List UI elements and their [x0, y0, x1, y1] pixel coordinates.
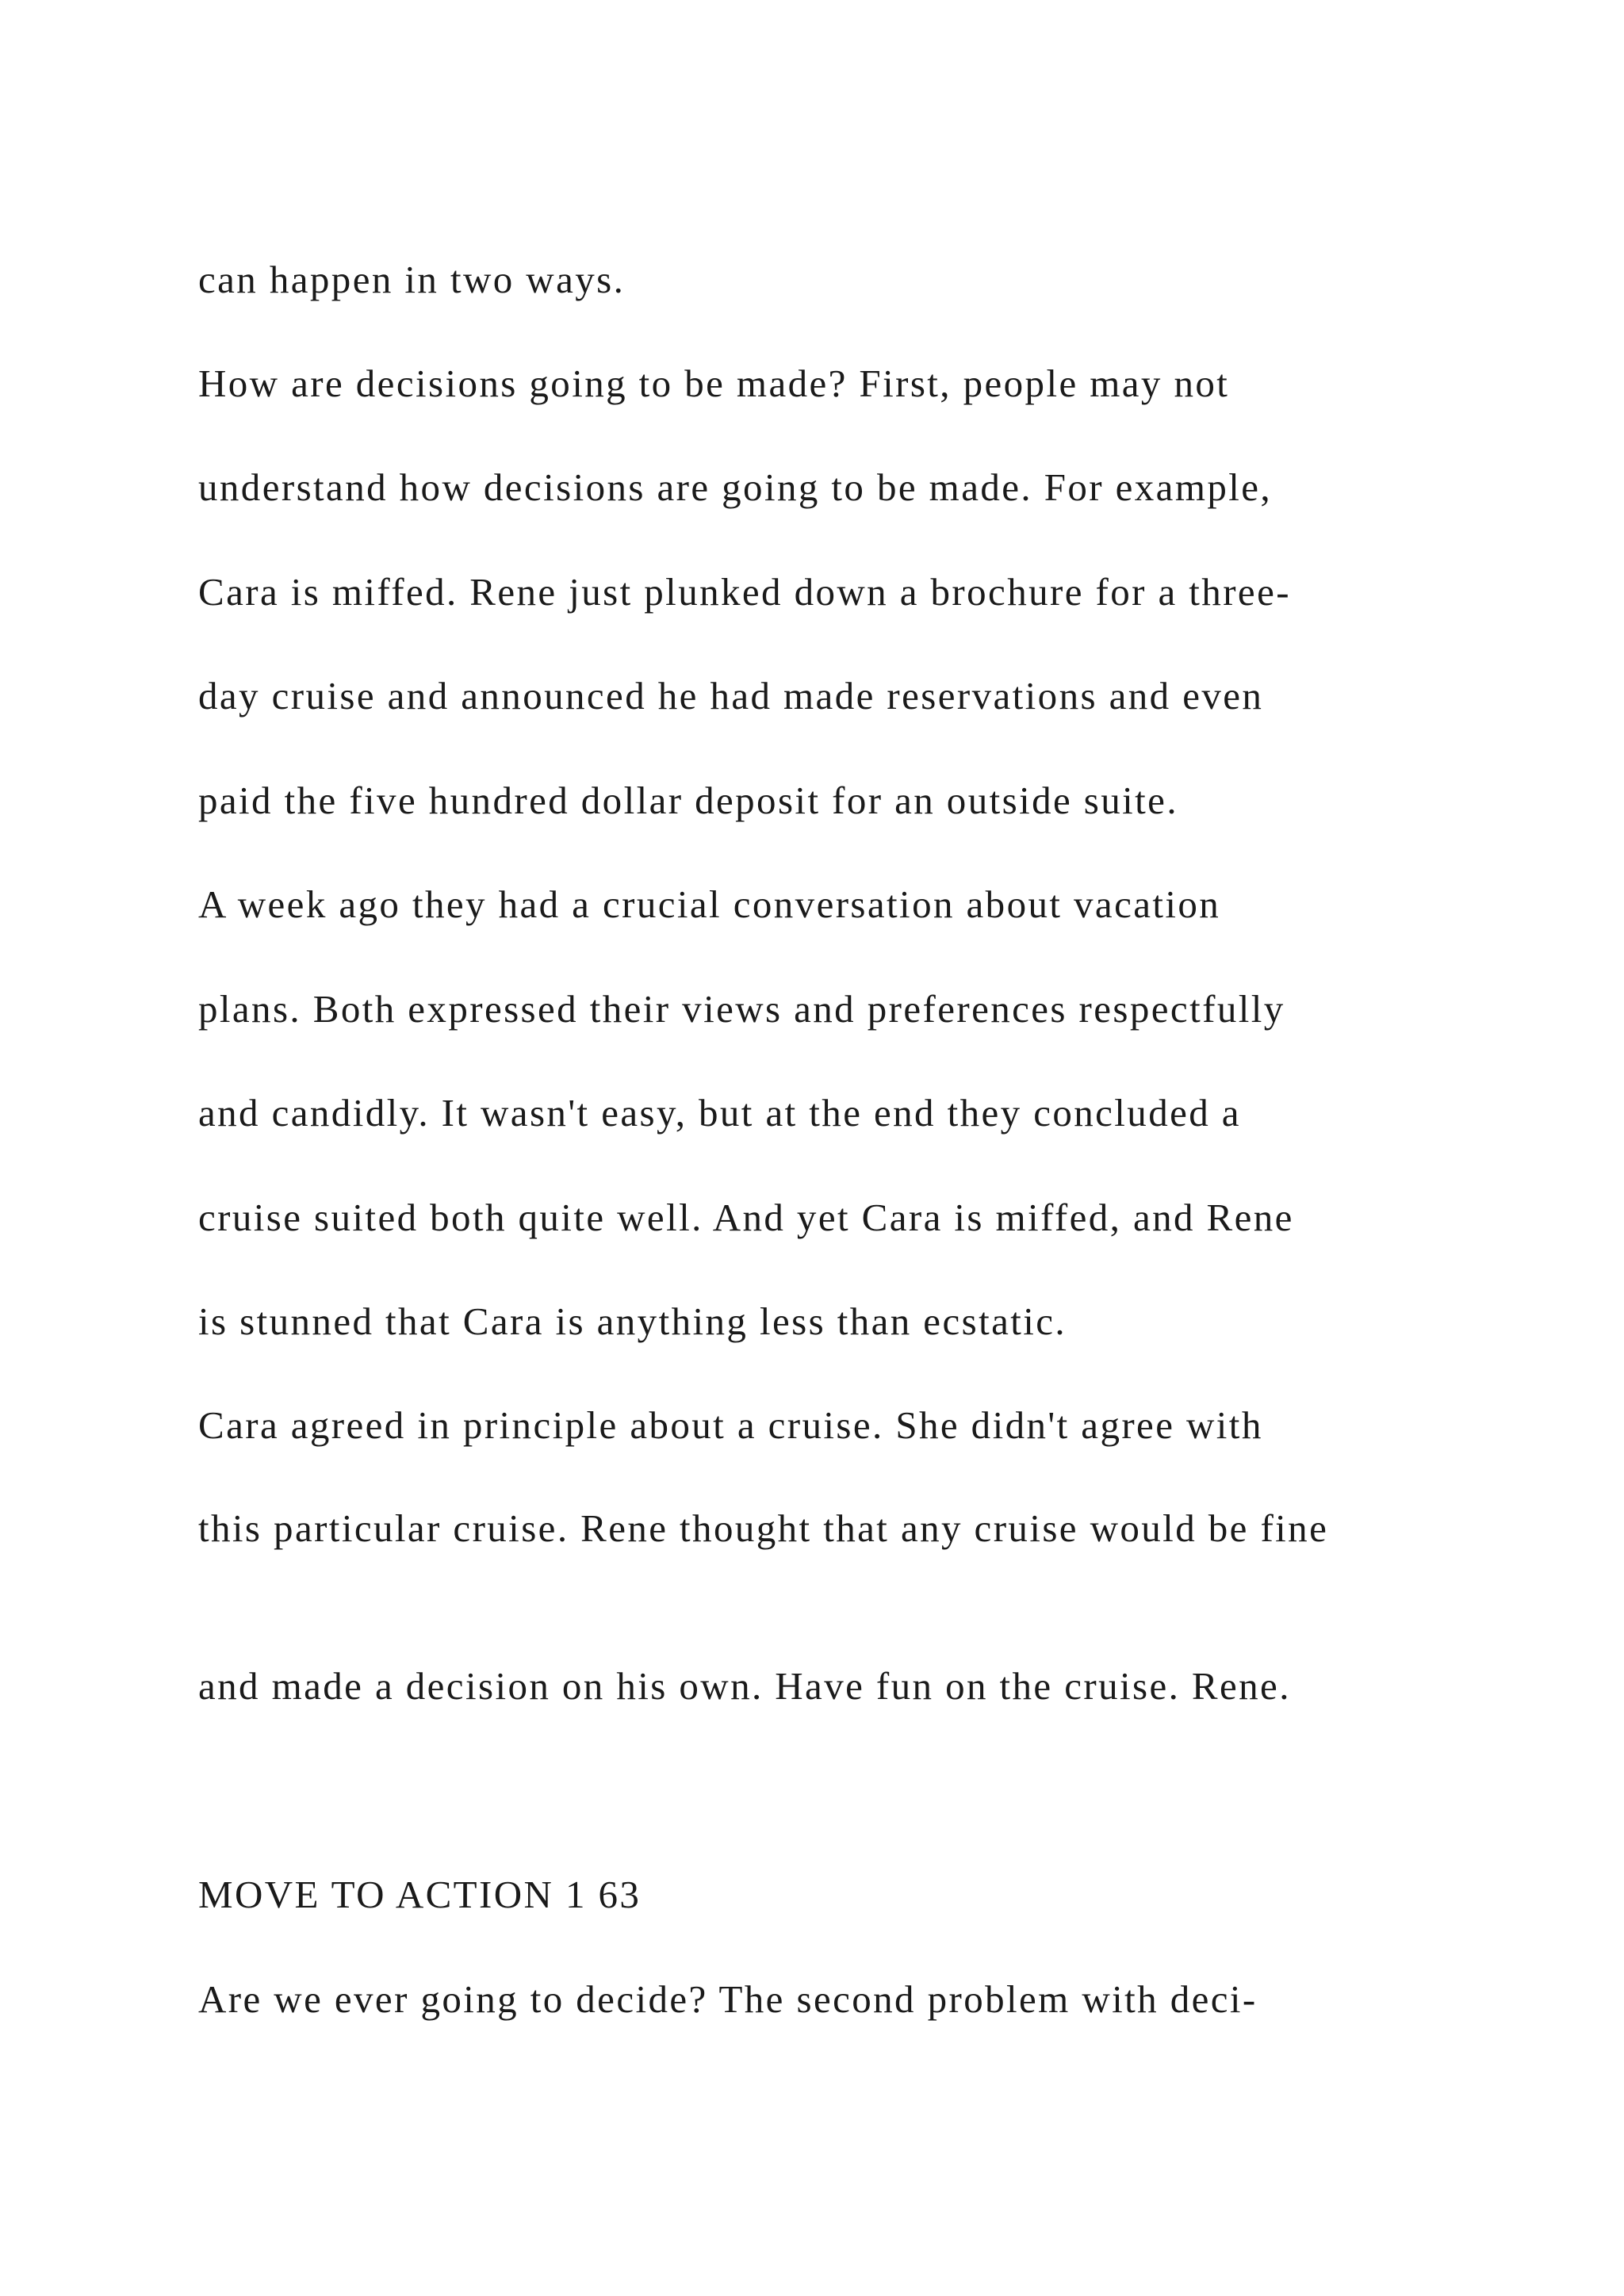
text-line: A week ago they had a crucial conversation about vacation: [198, 882, 1221, 926]
text-line: Cara is miffed. Rene just plunked down a brochure for a three-: [198, 570, 1291, 614]
text-line: Cara agreed in principle about a cruise. She didn't agree with: [198, 1403, 1263, 1447]
text-line: plans. Both expressed their views and preferences respectfully: [198, 987, 1285, 1031]
section-heading: MOVE TO ACTION 1 63: [198, 1873, 642, 1916]
text-line: cruise suited both quite well. And yet Cara is miffed, and Rene: [198, 1196, 1294, 1239]
text-line: How are decisions going to be made? First, people may not: [198, 362, 1230, 405]
text-line: day cruise and announced he had made reservations and even: [198, 674, 1264, 718]
text-line: and made a decision on his own. Have fun on the cruise. Rene.: [198, 1664, 1291, 1708]
text-line: this particular cruise. Rene thought that any cruise would be fine: [198, 1506, 1329, 1550]
text-line: is stunned that Cara is anything less than ecstatic.: [198, 1299, 1067, 1343]
text-line: understand how decisions are going to be made. For example,: [198, 465, 1273, 509]
text-line: and candidly. It wasn't easy, but at the end they concluded a: [198, 1091, 1241, 1135]
text-line: paid the five hundred dollar deposit for an outside suite.: [198, 779, 1178, 822]
text-line: Are we ever going to decide? The second problem with deci-: [198, 1977, 1258, 2021]
text-line: can happen in two ways.: [198, 258, 626, 301]
